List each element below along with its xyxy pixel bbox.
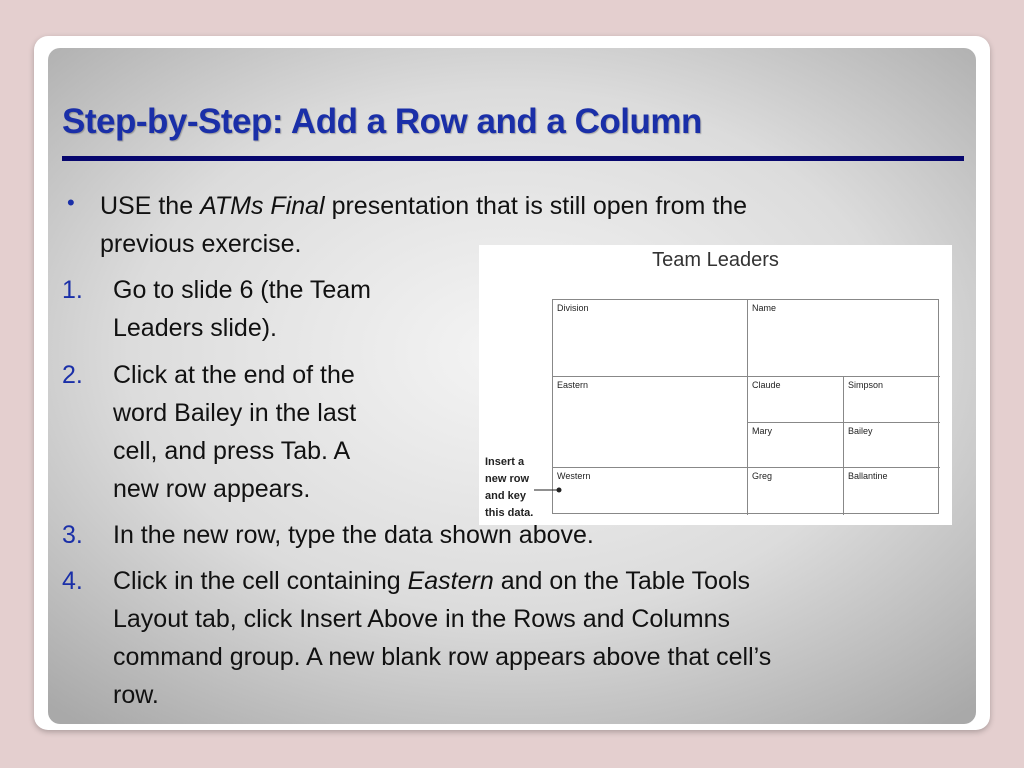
step-2-line-3	[113, 432, 350, 470]
step-keyword: Table Tools	[625, 567, 750, 595]
table-cell: Claude	[748, 377, 844, 423]
step-4-line-4: row.	[113, 681, 159, 709]
file-name: ATMs Final	[200, 192, 325, 220]
bullet-dot-icon: •	[67, 190, 75, 215]
step-3-line-1: In the new row, type the data shown above.	[113, 521, 594, 549]
step-2-line-1: Click at the end of the	[113, 361, 355, 389]
step-text: tab, click	[188, 605, 300, 633]
step-number: 1.	[62, 276, 83, 304]
screenshot-title: Team Leaders	[652, 249, 779, 271]
step-keyword: Tab	[280, 437, 322, 465]
step-text: word	[113, 399, 175, 427]
slide	[48, 48, 976, 724]
title-rule	[62, 156, 964, 161]
step-text: . A	[321, 437, 351, 465]
team-leaders-screenshot	[479, 245, 952, 525]
table-cell: Division	[553, 300, 748, 377]
step-1-line-2	[113, 309, 277, 347]
callout-line: and key	[485, 490, 526, 502]
step-keyword: Leaders	[113, 314, 204, 342]
slide-title: Step-by-Step: Add a Row and a Column	[62, 102, 702, 141]
step-text: slide).	[203, 314, 277, 342]
table-cell: Eastern	[553, 377, 748, 468]
callout-line: new row	[485, 473, 530, 485]
bullet-text-rest: presentation that is still open from the	[324, 192, 748, 220]
table-cell: Bailey	[844, 423, 940, 468]
table-cell: Greg	[748, 468, 844, 515]
table-cell: Ballantine	[848, 471, 888, 481]
table-cell: Name	[748, 300, 940, 377]
table-cell: Western	[553, 468, 748, 515]
step-text: in the last	[242, 399, 357, 427]
use-keyword: USE	[100, 192, 152, 220]
step-text: and on the	[493, 567, 626, 595]
step-4-line-2	[113, 600, 730, 638]
step-4-line-1	[113, 562, 750, 600]
step-keyword: Bailey	[174, 399, 243, 427]
step-number: 2.	[62, 361, 83, 389]
step-1-line-1	[113, 271, 371, 309]
step-keyword: Insert Above	[299, 605, 439, 633]
bullet-text: the	[151, 192, 201, 220]
step-text: in the Rows and Columns	[438, 605, 731, 633]
step-2-line-4: new row appears.	[113, 475, 311, 503]
step-number: 4.	[62, 567, 83, 595]
step-keyword: Team	[309, 276, 372, 304]
step-text: cell, and press	[113, 437, 281, 465]
step-keyword: Layout	[113, 605, 189, 633]
table-cell: Mary	[748, 423, 844, 468]
step-text: Click in the cell containing	[113, 567, 408, 595]
step-number: 3.	[62, 521, 83, 549]
step-italic: Eastern	[407, 567, 494, 595]
step-2-line-2	[113, 394, 356, 432]
callout-line: Insert a	[485, 456, 525, 468]
callout-arrow-icon	[479, 245, 952, 525]
bullet-line-2: previous exercise.	[100, 230, 302, 258]
table-cell: Simpson	[844, 377, 940, 423]
callout-line: this data.	[485, 507, 534, 519]
step-text: Go to slide 6 (the	[113, 276, 310, 304]
bullet-line-1	[100, 187, 747, 225]
step-4-line-3: command group. A new blank row appears above that cell’s	[113, 643, 772, 671]
